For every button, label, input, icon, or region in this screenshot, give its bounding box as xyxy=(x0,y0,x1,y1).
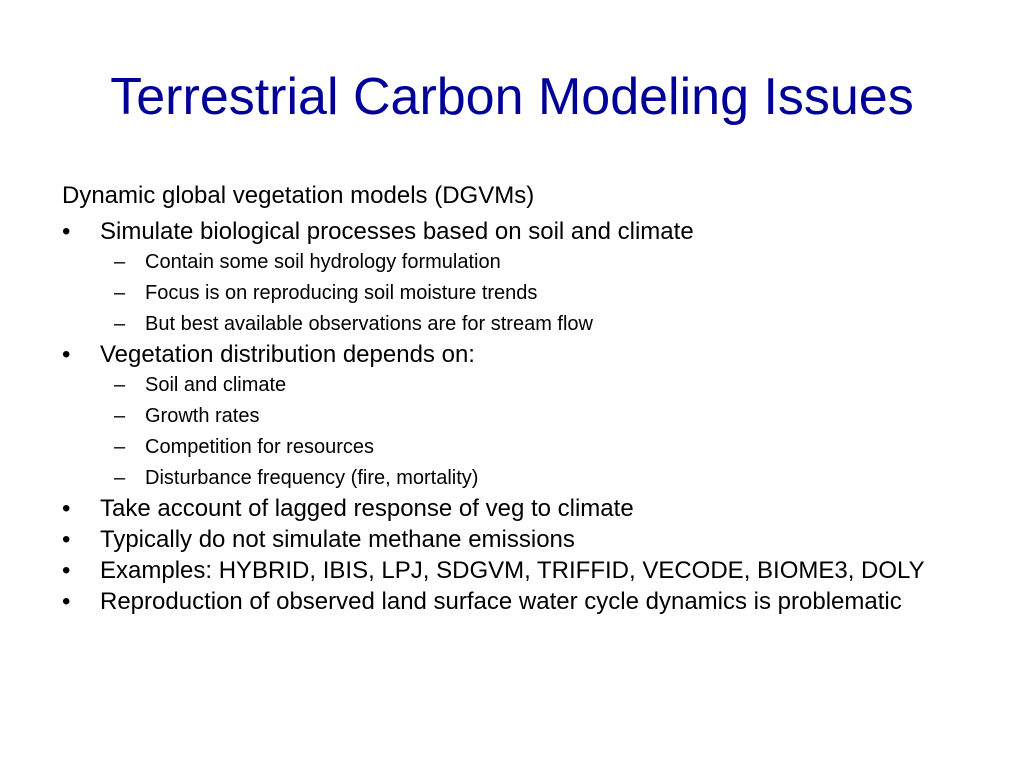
bullet-item xyxy=(62,558,962,583)
sub-bullet-item xyxy=(62,312,962,336)
bullet-icon: • xyxy=(62,341,71,368)
dash-icon: – xyxy=(114,313,126,335)
bullet-icon: • xyxy=(62,557,71,584)
bullet-item xyxy=(62,342,962,367)
sub-bullet-text: But best available observations are for stream flow xyxy=(145,313,593,335)
intro-line: Dynamic global vegetation models (DGVMs) xyxy=(62,182,535,209)
slide-title: Terrestrial Carbon Modeling Issues xyxy=(110,68,914,126)
bullet-text: Examples: HYBRID, IBIS, LPJ, SDGVM, TRIFFID, VECODE, BIOME3, DOLY xyxy=(100,557,925,584)
bullet-icon: • xyxy=(62,588,71,615)
bullet-text: Simulate biological processes based on soil and climate xyxy=(100,218,694,245)
slide-body xyxy=(62,181,962,614)
bullet-icon: • xyxy=(62,526,71,553)
dash-icon: – xyxy=(114,436,126,458)
sub-bullet-item xyxy=(62,466,962,490)
sub-bullet-item xyxy=(62,281,962,305)
dash-icon: – xyxy=(114,251,126,273)
sub-bullet-item xyxy=(62,404,962,428)
sub-bullet-text: Growth rates xyxy=(145,405,260,427)
sub-bullet-text: Soil and climate xyxy=(145,374,287,396)
bullet-item xyxy=(62,219,962,244)
dash-icon: – xyxy=(114,405,126,427)
sub-bullet-text: Competition for resources xyxy=(145,436,374,458)
sub-bullet-text: Disturbance frequency (fire, mortality) xyxy=(145,467,479,489)
dash-icon: – xyxy=(114,374,126,396)
sub-bullet-text: Contain some soil hydrology formulation xyxy=(145,251,501,273)
bullet-text: Reproduction of observed land surface water cycle dynamics is problematic xyxy=(100,588,902,615)
bullet-item xyxy=(62,527,962,552)
bullet-icon: • xyxy=(62,218,71,245)
sub-bullet-item xyxy=(62,373,962,397)
bullet-text: Take account of lagged response of veg to climate xyxy=(100,495,634,522)
bullet-item xyxy=(62,496,962,521)
sub-bullet-item xyxy=(62,250,962,274)
dash-icon: – xyxy=(114,282,126,304)
sub-bullet-text: Focus is on reproducing soil moisture trends xyxy=(145,282,538,304)
sub-bullet-item xyxy=(62,435,962,459)
bullet-text: Vegetation distribution depends on: xyxy=(100,341,475,368)
bullet-text: Typically do not simulate methane emissions xyxy=(100,526,575,553)
bullet-item xyxy=(62,589,962,614)
bullet-icon: • xyxy=(62,495,71,522)
dash-icon: – xyxy=(114,467,126,489)
